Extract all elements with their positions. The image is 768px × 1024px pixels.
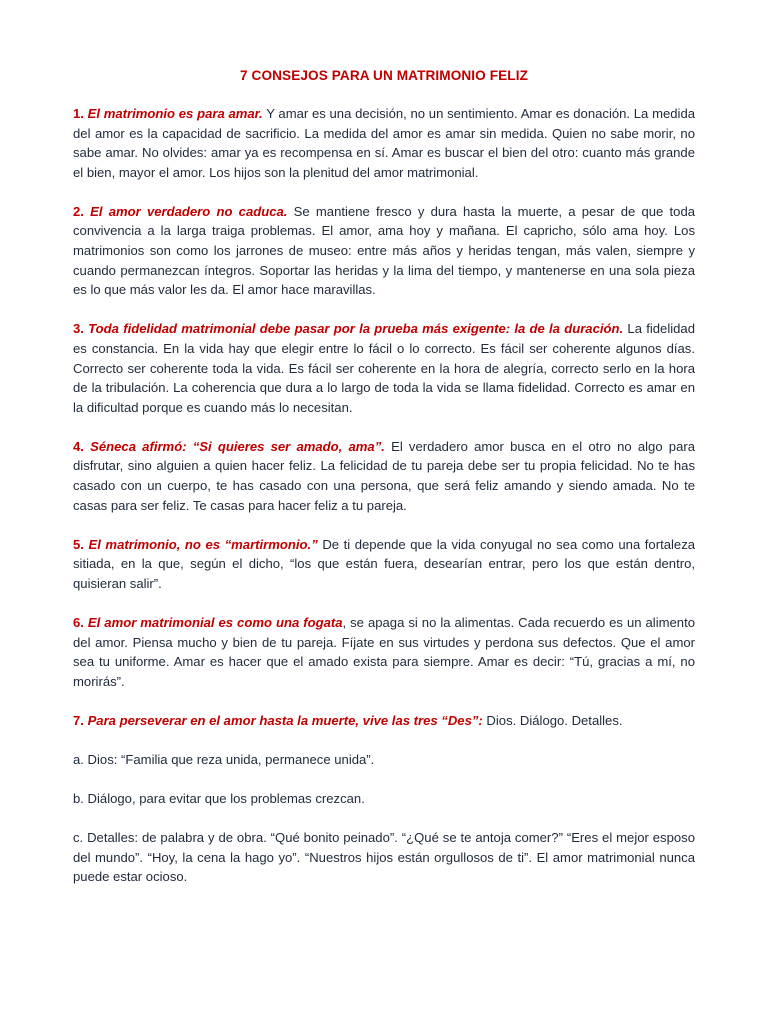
section-2-body: Se mantiene fresco y dura hasta la muerte, a pesar de que toda convivencia a la larga traiga problemas. El amor, ama hoy y mañana. El capricho, sólo ama hoy. Los matrimonios son como los jarrones de museo: entre más años y heridas tengan, más valen, siempre y cuando permanezcan íntegros. Soportar las heridas y la lima del tiempo, y mantenerse en una sola pieza es lo que más valor les da. El amor hace maravillas. — [73, 203, 696, 298]
section-2 — [73, 202, 695, 300]
list-item-b: b. Diálogo, para evitar que los problemas crezcan. — [73, 791, 365, 807]
section-6-body: , se apaga si no la alimentas. Cada recuerdo es un alimento del amor. Piensa mucho y bien de tu pareja. Fíjate en sus virtudes y perdona sus defectos. Que el amor sea tu uniforme. Amar es hacer que el amado exista para siempre. Amar es decir: “Tú, gracias a mí, no morirás”. — [73, 614, 695, 689]
section-3-heading: Toda fidelidad matrimonial debe pasar por la prueba más exigente: la de la duración. — [88, 321, 624, 337]
section-4-heading: Séneca afirmó: “Si quieres ser amado, ama”. — [90, 438, 385, 454]
list-item-a: a. Dios: “Familia que reza unida, permanece unida”. — [73, 751, 375, 767]
section-4-number: 4. — [73, 438, 84, 454]
section-1-number: 1. — [73, 106, 84, 121]
section-2-heading: El amor verdadero no caduca. — [90, 203, 288, 219]
section-7-body: Dios. Diálogo. Detalles. — [486, 712, 623, 728]
section-1 — [73, 104, 695, 182]
document-title: 7 CONSEJOS PARA UN MATRIMONIO FELIZ — [240, 68, 528, 83]
section-4 — [73, 437, 695, 515]
section-5-body: De ti depende que la vida conyugal no sea como una fortaleza sitiada, en la que, según el dicho, “los que están fuera, desearían entrar, pero los que están dentro, quisieran salir”. — [73, 536, 696, 591]
document-page — [73, 66, 695, 906]
section-7 — [73, 711, 695, 731]
list-item-c: c. Detalles: de palabra y de obra. “Qué bonito peinado”. “¿Qué se te antoja comer?” “Eres el mejor esposo del mundo”. “Hoy, la cena la hago yo”. “Nuestros hijos están orgullosos de ti”. El amor matrimonial nunca puede estar ocioso. — [73, 830, 695, 885]
section-1-heading: El matrimonio es para amar. — [87, 106, 263, 121]
section-4-body: El verdadero amor busca en el otro no algo para disfrutar, sino alguien a quien hacer feliz. La felicidad de tu pareja debe ser tu propia felicidad. No te has casado con un cuerpo, te has casado con una persona, que será feliz amando y siendo amada. No te casas para ser feliz. Te casas para hacer feliz a tu pareja. — [73, 438, 696, 513]
section-7-heading: Para perseverar en el amor hasta la muerte, vive las tres “Des”: — [87, 712, 483, 728]
section-5 — [73, 535, 695, 594]
section-5-number: 5. — [73, 536, 84, 552]
section-6 — [73, 613, 695, 691]
section-1-body: Y amar es una decisión, no un sentimiento. Amar es donación. La medida del amor es la capacidad de sacrificio. La medida del amor es amar sin medida. Quien no sabe morir, no sabe amar. No olvides: amar ya es recompensa en sí. Amar es buscar el bien del otro: cuanto más grande el bien, mayor el amor. Los hijos son la plenitud del amor matrimonial. — [73, 106, 696, 180]
section-3-number: 3. — [73, 321, 84, 337]
section-7-number: 7. — [73, 712, 84, 728]
section-3 — [73, 319, 695, 417]
section-6-number: 6. — [73, 614, 84, 630]
section-6-heading: El amor matrimonial es como una fogata — [87, 614, 343, 630]
section-5-heading: El matrimonio, no es “martirmonio.” — [88, 536, 318, 552]
section-2-number: 2. — [73, 203, 84, 219]
section-3-body: La fidelidad es constancia. En la vida hay que elegir entre lo fácil o lo correcto. Es fácil ser coherente algunos días. Correcto ser coherente toda la vida. Es fácil ser coherente en la hora de alegría, correcto serlo en la hora de la tribulación. La coherencia que dura a lo largo de toda la vida se llama fidelidad. Correcto es amar en la dificultad porque es cuando más lo necesitan. — [73, 321, 695, 415]
